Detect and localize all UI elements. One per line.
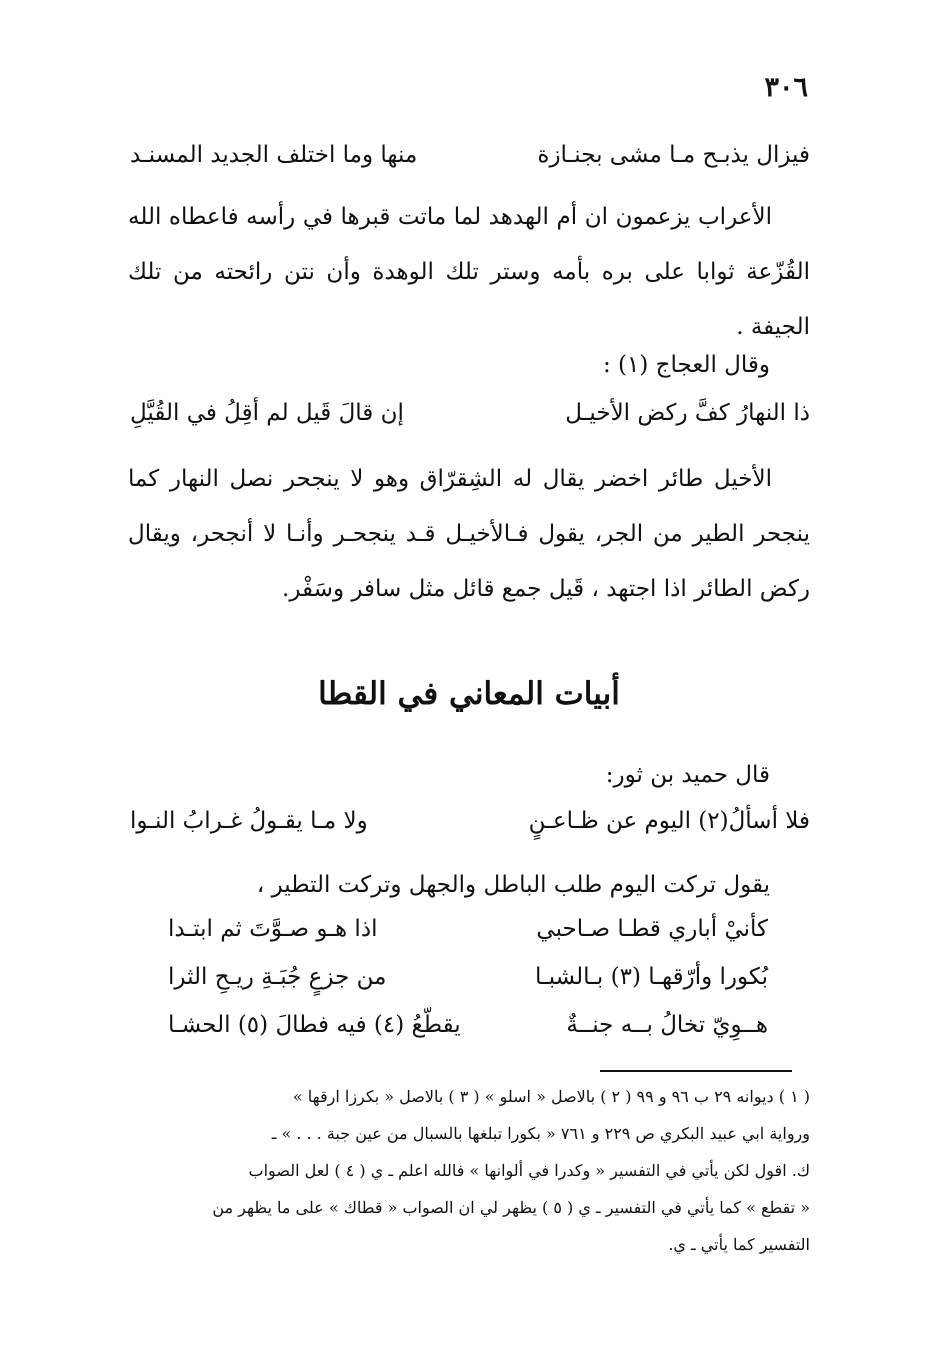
page-number: ٣٠٦ [764,72,808,103]
footnote-line: التفسير كما يأتي ـ ي. [668,1235,810,1254]
verse-hemistich-second: من جزعٍ جُبَـةِ ريـحِ الثرا [168,964,387,990]
verse-hemistich-first: ذا النهارُ كفَّ ركض الأخيـل [565,400,810,426]
verse-hemistich-second: يقطّعُ (٤) فيه فطالَ (٥) الحشـا [168,1012,461,1038]
verse-hemistich-first: هــوِيّ تخالُ بــه جنــةٌ [566,1012,768,1038]
verse-hemistich-second: ولا مـا يقـولُ غـرابُ النـوا [130,808,368,834]
verse-intro: وقال العجاج (١) : [602,352,770,378]
verse-intro: قال حميد بن ثور: [605,762,770,788]
footnote-line: ك. اقول لكن يأتي في التفسير « وكدرا في ألوانها » فالله اعلم ـ ي ( ٤ ) لعل الصواب [248,1161,810,1180]
verse-hemistich-second: منها وما اختلف الجديد المسنـد [130,142,418,168]
paragraph-text: الأخيل طائر اخضر يقال له الشِقرّاق وهو لا ينجحر نصل النهار كما ينجحر الطير من الجر، يقول فـالأخيـل قـد ينجحـر وأنـا لا أنجحر، ويقال ركض الطائر اذا اجتهد ، قَيل جمع قائل مثل سافر وسَفْر. [128,466,810,602]
verse-hemistich-first: كأنيْ أباري قطـا صـاحبي [536,916,768,942]
prose-paragraph [128,452,810,617]
verse-line [168,1012,768,1052]
verse-hemistich-second: إن قالَ قَيل لم أقِلُ في القُيَّلِ [130,400,404,426]
footnotes [128,1078,810,1263]
footnote-separator [600,1070,792,1072]
paragraph-text: الأعراب يزعمون ان أم الهدهد لما ماتت قبرها في رأسه فاعطاه الله القُزّعة ثوابا على بره بأمه وستر تلك الوهدة وأن نتن رائحته من تلك الجيفة . [128,204,810,340]
verse-hemistich-first: فيزال يذبـح مـا مشى بجنـازة [537,142,810,168]
verse-line [130,400,810,440]
prose-paragraph [128,190,810,355]
verse-hemistich-first: بُكورا وأرّقهـا (٣) بـالشبـا [534,964,768,990]
verse-line [130,808,810,848]
footnote-line: « تقطع » كما يأتي في التفسير ـ ي ( ٥ ) يظهر لي ان الصواب « قطاك » على ما يظهر من [212,1198,810,1217]
footnote-line: ( ١ ) ديوانه ٢٩ ب ٩٦ و ٩٩ ( ٢ ) بالاصل « اسلو » ( ٣ ) بالاصل « بكرزا ارقها » [292,1087,810,1106]
section-heading: أبيات المعاني في القطا [318,676,620,712]
footnote-line: ورواية ابي عبيد البكري ص ٢٢٩ و ٧٦١ « بكورا تبلغها بالسبال من عين جبة . . . » ـ [271,1124,810,1143]
verse-line [168,964,768,1004]
verse-hemistich-first: فلا أسألُ(٢) اليوم عن ظـاعـنٍ [528,808,810,834]
verse-line [168,916,768,956]
verse-hemistich-second: اذا هـو صـوَّتَ ثم ابتـدا [168,916,378,942]
verse-commentary: يقول تركت اليوم طلب الباطل والجهل وتركت التطير ، [256,872,770,898]
verse-line [130,142,810,182]
